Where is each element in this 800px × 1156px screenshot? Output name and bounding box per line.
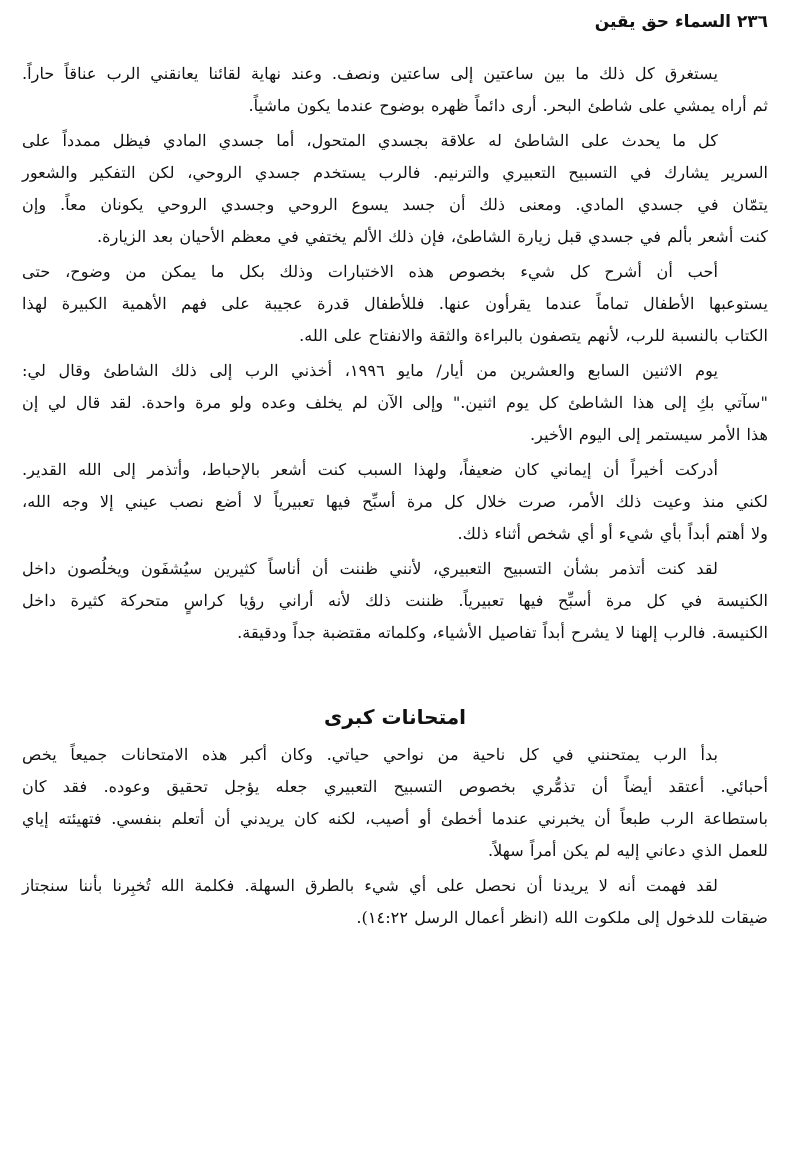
text-line: أحب أن أشرح كل شيء بخصوص هذه الاختبارات وذلك بكل ما يمكن من وضوح، حتى <box>22 262 718 281</box>
paragraph <box>22 125 768 253</box>
text-line: يوم الاثنين السابع والعشرين من أيار/ مايو ١٩٩٦، أخذني الرب إلى ذلك الشاطئ وقال لي: <box>22 361 718 380</box>
text-line: "سآتي بكِ إلى هذا الشاطئ كل يوم اثنين." وإلى الآن لم يخلف وعده ولو مرة واحدة. لقد قال لي إن <box>22 393 768 412</box>
text-line: هذا الأمر سيستمر إلى اليوم الأخير. <box>530 425 768 444</box>
text-line: لقد كنت أتذمر بشأن التسبيح التعبيري، لأنني ظننت أن أناساً كثيرين سيُشفَون ويخلُصون داخل <box>22 559 718 578</box>
text-line: كل ما يحدث على الشاطئ له علاقة بجسدي المتحول، أما جسدي المادي فيظل ممدداً على <box>22 131 718 150</box>
text-line: يستوعبها الأطفال تماماً عندما يقرأون عنها. فللأطفال قدرة عجيبة على فهم الأهمية الكبيرة لهذا <box>22 294 768 313</box>
text-line: أحبائي. أعتقد أيضاً أن تذمُّري بخصوص التسبيح التعبيري جعله يؤجل تحقيق وعوده. فقد كان <box>22 777 768 796</box>
text-line: كنت أشعر بألم في جسدي قبل زيارة الشاطئ، فإن ذلك الألم يختفي في معظم الأحيان بعد الزيارة. <box>97 227 768 246</box>
text-line: للعمل الذي دعاني إليه لم يكن أمراً سهلاً. <box>487 841 768 860</box>
paragraph <box>22 454 768 550</box>
paragraph <box>22 355 768 451</box>
book-title: السماء حق يقين <box>594 12 731 32</box>
paragraph <box>22 553 768 649</box>
paragraph <box>22 58 768 122</box>
text-line: لقد فهمت أنه لا يريدنا أن نحصل على أي شيء بالطرق السهلة. فكلمة الله تُخبِرنا بأننا سنجتاز <box>22 876 718 895</box>
text-line: لكني منذ وعيت ذلك الأمر، صرت خلال كل مرة أسبِّح فيها تعبيرياً لا أضع نصب عيني إلا وجه الله، <box>22 492 768 511</box>
paragraph <box>22 256 768 352</box>
text-line: السرير يشارك في التسبيح التعبيري والترنيم. فالرب يستخدم جسدي الروحي، لكن التفكير والشعور <box>22 163 768 182</box>
text-line: أدركت أخيراً أن إيماني كان ضعيفاً، ولهذا السبب كنت أشعر بالإحباط، وأتذمر إلى الله القدير. <box>22 460 718 479</box>
page-number: ٢٣٦ <box>736 12 768 32</box>
text-line: الكنيسة في كل مرة أسبِّح فيها تعبيرياً. ظننت ذلك لأنه أراني رؤيا كراسٍ متحركة كثيرة داخل <box>22 591 768 610</box>
text-line: ضيقات للدخول إلى ملكوت الله (انظر أعمال الرسل ١٤:٢٢). <box>356 908 768 927</box>
text-line: باستطاعة الرب طبعاً أن يخبرني عندما أخطئ أو أصيب، لكنه كان يريدني أن أتعلم بنفسي. فتهيئته إياي <box>22 809 768 828</box>
paragraph <box>22 739 768 867</box>
text-line: الكنيسة. فالرب إلهنا لا يشرح أبداً تفاصيل الأشياء، وكلماته مقتضبة جداً ودقيقة. <box>237 623 768 642</box>
text-line: بدأ الرب يمتحنني في كل ناحية من نواحي حياتي. وكان أكبر هذه الامتحانات جميعاً يخص <box>22 745 718 764</box>
text-line: يتمّان في جسدي المادي. ومعنى ذلك أن جسد يسوع الروحي وجسدي الروحي يكونان معاً. وإن <box>22 195 768 214</box>
text-line: الكتاب بالنسبة للرب، لأنهم يتصفون بالبراءة والثقة والانفتاح على الله. <box>299 326 768 345</box>
text-line: ولا أهتم أبداً بأي شيء أو أي شخص أثناء ذلك. <box>457 524 768 543</box>
section-heading: امتحانات كبرى <box>324 705 466 729</box>
body-text <box>22 58 768 937</box>
text-line: ثم أراه يمشي على شاطئ البحر. أرى دائماً ظهره بوضوح عندما يكون ماشياً. <box>248 96 768 115</box>
running-head <box>595 10 768 34</box>
text-line: يستغرق كل ذلك ما بين ساعتين إلى ساعتين ونصف. وعند نهاية لقائنا يعانقني الرب عناقاً حاراً. <box>22 64 718 83</box>
paragraph <box>22 870 768 934</box>
